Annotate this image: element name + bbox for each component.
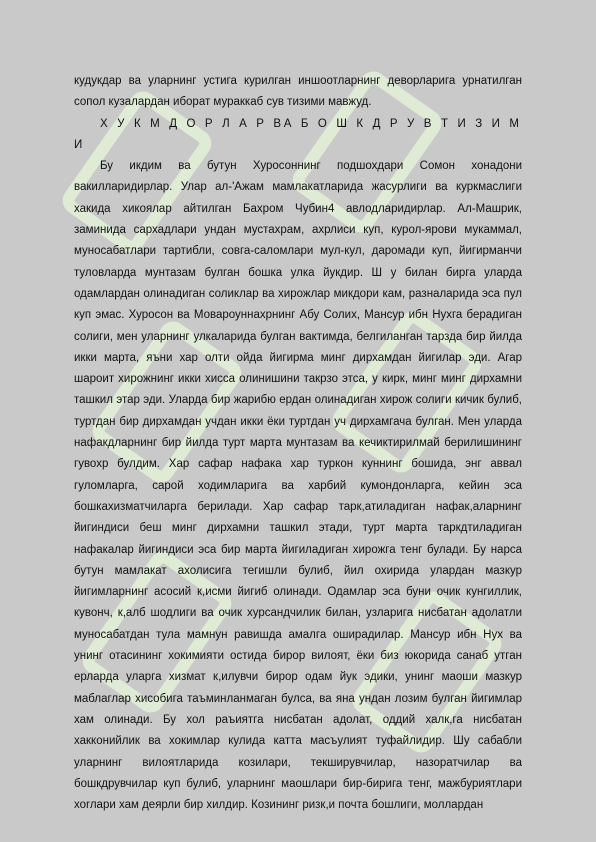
body-paragraph: Бу икдим ва бутун Хуросоннинг подшохдари Сомон хонадони вакилларидирлар. Улар ал-'Ажам мамлакатларида жасурлиги ва куркмаслиги хакида хикоялар айтилган Бахром Чубин4 авлодларидирлар. Ал-Машрик, заминида сархадлари ундан мустахрам, ахрлиси куп, курол-ярови мукаммал, муносабатлари тартибли, совга-саломлари мул-кул, даромади куп, йигирманчи туловларда мунтазам булган бошка улка йукдир. Ш у билан бирга уларда одамлардан олинадиган соликлар ва хирожлар микдори кам, разналарида эса пул куп эмас. Хуросон ва Мовароуннахрнинг Абу Солих, Мансур ибн Нухга берадиган солиги, мен уларнинг улкаларида булган вактимда, белгиланган тарзда бир йилда икки марта, яъни хар олти ойда йигирма минг дирхамдан йигилар эди. Агар шароит хирожнинг икки хисса олинишини такрзо этса, у кирк, минг минг дирхамни ташкил этар эди. Уларда бир жарибю ердан олинадиган хирож солиги кичик булиб, туртдан бир дирхамдан учдан икки ёки туртдан уч дирхамгача булган. Мен уларда нафакдларнинг бир йилда турт марта мунтазам ва кечиктирилмай берилишининг гувохр булдим. Хар сафар нафака хар туркон куннинг бошида, энг аввал гуломларга, сарой ходимларига ва харбий кумондонларга, кейин эса бошкахизматчиларга берилади. Хар сафар тарк,атиладиган нафак,аларнинг йигиндиси беш минг дирхамни ташкил этади, турт марта таркдтиладиган нафакалар йигиндиси эса бир марта йигиладиган хирожга тенг булади. Бу нарса бутун мамлакат ахолисига тегишли булиб, йил охирида улардан мазкур йигимларнинг асосий к,исми йигиб олинади. Одамлар эса буни очик кунгиллик, кувонч, к,алб шодлиги ва очик хурсандчилик билан, узларига нисбатан адолатли муносабатдан тула мамнун равишда амалга оширадилар. Мансур ибн Нух ва унинг отасининг хокимияти остида бирор вилоят, ёки биз юкорида санаб утган ерларда уларга хизмат к,илувчи бирор одам йук эдики, унинг маоши мазкур маблаглар хисобига таъминланмаган булса, ва яна ундан лозим булган йигимлар хам олинади. Бу хол раъиятга нисбатан адолат, оддий халк,га нисбатан хакконийлик ва хокимлар кулида катта масъулият туфайлидир. Шу сабабли уларнинг вилоятларида козилари, текширувчилар, назоратчилар ва бошкдрувчилар куп булиб, уларнинг маошлари бир-бирига тенг, мажбуриятлари хоrлари хам деярли бир хилдир. Козининг ризк,и почта бошлиги, моллардан — [74, 160, 522, 812]
section-heading: Х У К М Д О Р Л А Р ВА Б О Ш К Д Р У В Т И З И М И — [74, 117, 522, 151]
document-text — [74, 71, 522, 816]
intro-paragraph: кудукдар ва уларнинг устига курилган иншоотларнинг деворларига урнатилган сопол кузалардан иборат мураккаб сув тизими мавжуд. — [74, 75, 522, 109]
